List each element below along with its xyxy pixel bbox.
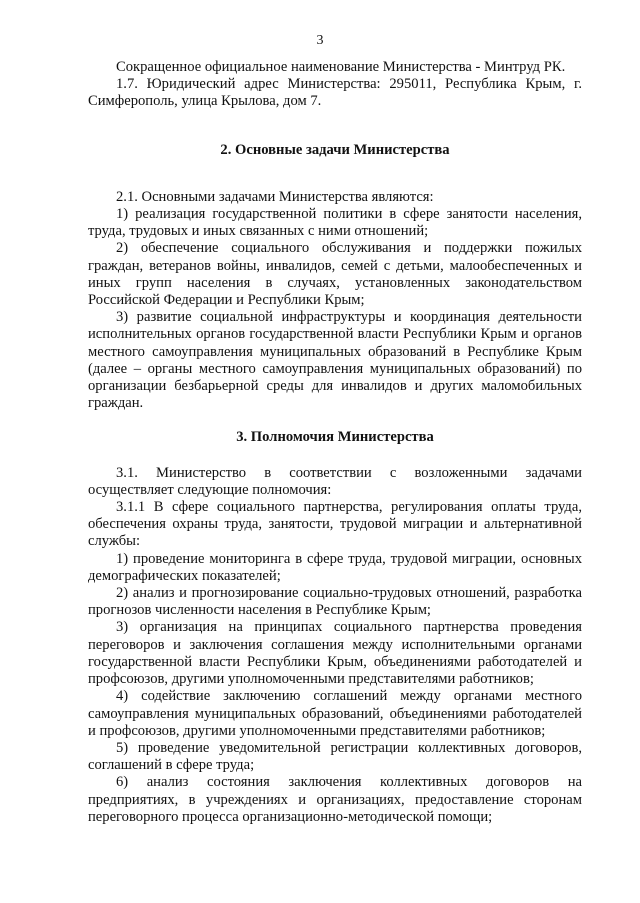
section-2-paragraph: 2) обеспечение социального обслуживания и поддержки пожилых граждан, ветеранов войны, инвалидов, семей с детьми, малообеспеченных и иных групп населения в случаях, установленных законодательством Российской Федерации и Республики Крым; bbox=[88, 240, 582, 309]
section-3-heading: 3. Полномочия Министерства bbox=[236, 429, 434, 446]
legal-address-paragraph: 1.7. Юридический адрес Министерства: 295011, Республика Крым, г. Симферополь, улица Крылова, дом 7. bbox=[88, 76, 582, 110]
section-2-paragraph: 3) развитие социальной инфраструктуры и координация деятельности исполнительных органов государственной власти Республики Крым и органов местного самоуправления муниципальных образований в Республике Крым (далее – органы местного самоуправления муниципальных образований) по организации безбарьерной среды для инвалидов и других маломобильных граждан. bbox=[88, 309, 582, 412]
section-3-paragraph: 2) анализ и прогнозирование социально-трудовых отношений, разработка прогнозов численности населения в Республике Крым; bbox=[88, 585, 582, 619]
section-3-paragraph: 1) проведение мониторинга в сфере труда, трудовой миграции, основных демографических показателей; bbox=[88, 550, 582, 584]
section-3-paragraph: 3.1. Министерство в соответствии с возложенными задачами осуществляет следующие полномочия: bbox=[88, 464, 582, 498]
section-2-paragraph: 2.1. Основными задачами Министерства являются: bbox=[116, 188, 434, 205]
page-number: 3 bbox=[316, 33, 324, 48]
short-name-paragraph: Сокращенное официальное наименование Министерства - Минтруд РК. bbox=[116, 59, 566, 75]
section-2-paragraph: 1) реализация государственной политики в сфере занятости населения, труда, трудовых и иных связанных с ними отношений; bbox=[88, 206, 582, 240]
section-3-paragraph: 4) содействие заключению соглашений между органами местного самоуправления муниципальных образований, объединениями работодателей и профсоюзов, другими уполномоченными представителями работников; bbox=[88, 688, 582, 739]
document-body bbox=[88, 59, 582, 826]
section-2-heading: 2. Основные задачи Министерства bbox=[220, 141, 450, 158]
section-3-paragraph: 5) проведение уведомительной регистрации коллективных договоров, соглашений в сфере труда; bbox=[88, 739, 582, 774]
section-3-paragraph: 3.1.1 В сфере социального партнерства, регулирования оплаты труда, обеспечения охраны труда, занятости, трудовой миграции и альтернативной службы: bbox=[88, 499, 582, 550]
section-3-paragraph: 3) организация на принципах социального партнерства проведения переговоров и заключения соглашения между исполнительными органами государственной власти Республики Крым, объединениями работодателей и профсоюзов, другими уполномоченными представителями работников; bbox=[88, 619, 582, 688]
section-3-paragraph: 6) анализ состояния заключения коллективных договоров на предприятиях, в учреждениях и организациях, предоставление сторонам переговорного процесса организационно-методической помощи; bbox=[88, 774, 582, 825]
